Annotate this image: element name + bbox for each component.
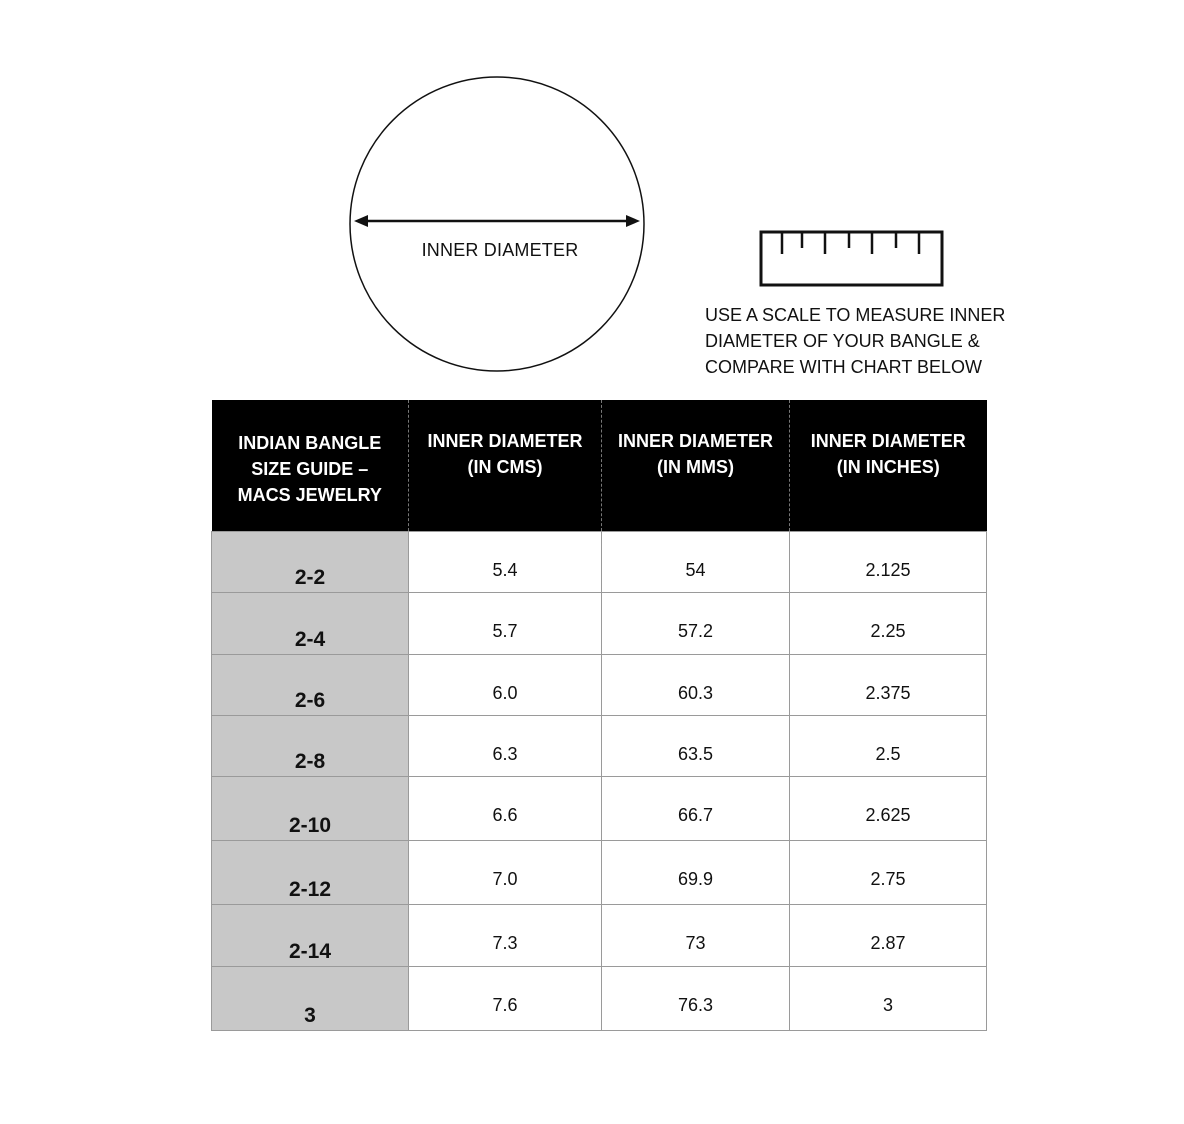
header-line: SIZE GUIDE – (251, 459, 369, 479)
mms-value: 76.3 (677, 995, 714, 1015)
inches-cell (790, 967, 987, 1031)
cms-value: 5.4 (492, 560, 518, 580)
inches-value: 2.625 (865, 805, 911, 825)
size-value: 2-14 (288, 940, 332, 963)
circle-diameter-icon (350, 77, 644, 371)
mms-value: 73 (685, 933, 706, 953)
scale-instruction (705, 302, 1025, 380)
header-line: INNER DIAMETER (617, 431, 773, 451)
size-value: 2-10 (288, 814, 332, 837)
size-cell (212, 655, 409, 716)
inches-value: 2.25 (870, 621, 906, 641)
inches-cell (790, 593, 987, 655)
size-value: 2-2 (294, 566, 326, 589)
header-cms (409, 400, 602, 532)
cms-cell (409, 655, 602, 716)
mms-value: 57.2 (677, 621, 714, 641)
cms-value: 6.6 (492, 805, 518, 825)
header-inches (790, 400, 987, 532)
inches-value: 2.87 (870, 933, 906, 953)
cms-value: 7.0 (492, 869, 518, 889)
mms-cell (602, 777, 790, 841)
cms-cell (409, 841, 602, 905)
table-row (212, 655, 987, 716)
cms-value: 5.7 (492, 621, 518, 641)
header-line: INNER DIAMETER (427, 431, 583, 451)
cms-value: 6.0 (492, 683, 518, 703)
size-cell (212, 967, 409, 1031)
size-cell (212, 841, 409, 905)
mms-value: 66.7 (677, 805, 714, 825)
header-size-guide (212, 400, 409, 532)
inches-value: 3 (882, 995, 893, 1015)
size-value: 2-4 (294, 628, 326, 651)
scale-instruction-line: USE A SCALE TO MEASURE INNER (705, 305, 1006, 325)
size-cell (212, 532, 409, 593)
table-row (212, 841, 987, 905)
table-row (212, 532, 987, 593)
inches-cell (790, 905, 987, 967)
bangle-size-table (211, 400, 987, 1031)
size-cell (212, 593, 409, 655)
mms-cell (602, 655, 790, 716)
mms-value: 69.9 (677, 869, 714, 889)
header-line: (IN CMS) (467, 457, 543, 477)
header-line: (IN MMS) (657, 457, 734, 477)
header-line: (IN INCHES) (836, 457, 940, 477)
inches-cell (790, 841, 987, 905)
cms-value: 6.3 (492, 744, 518, 764)
mms-cell (602, 841, 790, 905)
mms-cell (602, 967, 790, 1031)
size-value: 2-6 (294, 689, 326, 712)
cms-cell (409, 716, 602, 777)
header-line: INDIAN BANGLE (238, 433, 382, 453)
table-row (212, 777, 987, 841)
size-value: 2-8 (294, 750, 326, 773)
mms-cell (602, 716, 790, 777)
inches-value: 2.375 (865, 683, 911, 703)
header-line: MACS JEWELRY (237, 485, 382, 505)
inches-value: 2.5 (875, 744, 901, 764)
cms-cell (409, 905, 602, 967)
cms-cell (409, 532, 602, 593)
cms-cell (409, 967, 602, 1031)
mms-value: 54 (685, 560, 706, 580)
size-value: 2-12 (288, 878, 332, 901)
inches-cell (790, 532, 987, 593)
table-row (212, 905, 987, 967)
inches-cell (790, 777, 987, 841)
mms-cell (602, 532, 790, 593)
scale-instruction-line: COMPARE WITH CHART BELOW (705, 357, 983, 377)
cms-value: 7.3 (492, 933, 518, 953)
size-cell (212, 905, 409, 967)
table-row (212, 593, 987, 655)
size-cell (212, 716, 409, 777)
cms-cell (409, 777, 602, 841)
cms-value: 7.6 (492, 995, 518, 1015)
bangle-measure-diagram (0, 0, 1184, 400)
header-mms (602, 400, 790, 532)
cms-cell (409, 593, 602, 655)
ruler-icon (761, 232, 942, 285)
header-line: INNER DIAMETER (810, 431, 966, 451)
inches-cell (790, 716, 987, 777)
mms-cell (602, 593, 790, 655)
mms-value: 63.5 (677, 744, 714, 764)
mms-value: 60.3 (677, 683, 714, 703)
mms-cell (602, 905, 790, 967)
inner-diameter-label: INNER DIAMETER (421, 240, 579, 260)
scale-instruction-line: DIAMETER OF YOUR BANGLE & (705, 331, 980, 351)
inches-value: 2.75 (870, 869, 906, 889)
table-row (212, 967, 987, 1031)
size-value: 3 (304, 1004, 316, 1027)
inches-cell (790, 655, 987, 716)
inches-value: 2.125 (865, 560, 911, 580)
table-row (212, 716, 987, 777)
size-cell (212, 777, 409, 841)
table-header-row (212, 400, 987, 532)
